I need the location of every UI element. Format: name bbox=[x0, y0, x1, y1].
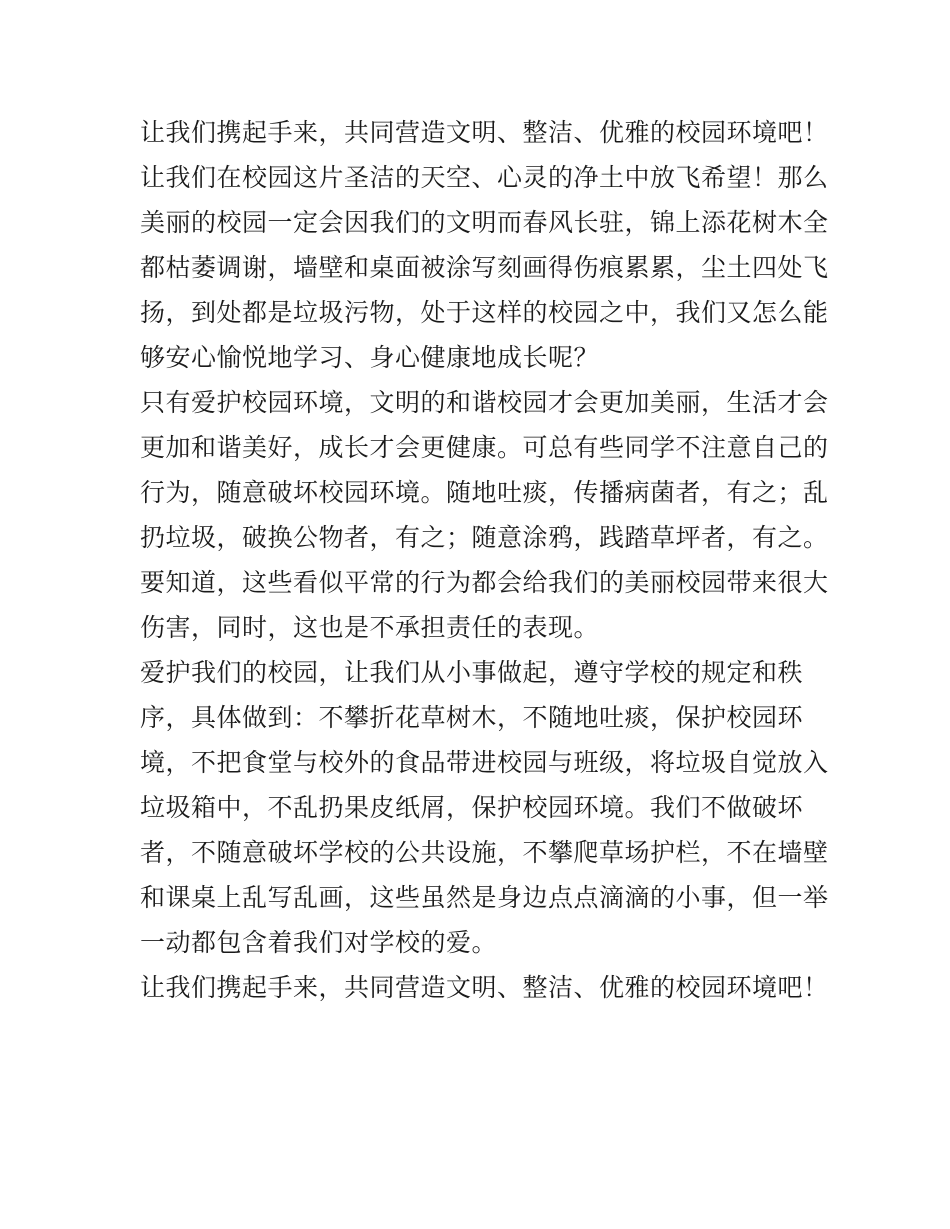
text-line: 让我们携起手来，共同营造文明、整洁、优雅的校园环境吧！ bbox=[140, 118, 829, 147]
text-line: 只有爱护校园环境，文明的和谐校园才会更加美丽，生活才会 bbox=[140, 388, 829, 417]
text-line: 扬，到处都是垃圾污物，处于这样的校园之中，我们又怎么能 bbox=[140, 298, 829, 327]
text-line: 爱护我们的校园，让我们从小事做起，遵守学校的规定和秩 bbox=[140, 658, 804, 687]
text-line: 行为，随意破坏校园环境。随地吐痰，传播病菌者，有之；乱 bbox=[140, 478, 829, 507]
text-line: 让我们携起手来，共同营造文明、整洁、优雅的校园环境吧！ bbox=[140, 973, 829, 1002]
text-line: 都枯萎调谢，墙壁和桌面被涂写刻画得伤痕累累，尘土四处飞 bbox=[140, 253, 829, 282]
text-line: 境，不把食堂与校外的食品带进校园与班级，将垃圾自觉放入 bbox=[140, 748, 829, 777]
text-line: 扔垃圾，破换公物者，有之；随意涂鸦，践踏草坪者，有之。 bbox=[140, 523, 829, 552]
text-line: 更加和谐美好，成长才会更健康。可总有些同学不注意自己的 bbox=[140, 433, 829, 462]
text-line: 垃圾箱中，不乱扔果皮纸屑，保护校园环境。我们不做破坏 bbox=[140, 793, 804, 822]
text-line: 让我们在校园这片圣洁的天空、心灵的净土中放飞希望！那么 bbox=[140, 163, 829, 192]
text-line: 和课桌上乱写乱画，这些虽然是身边点点滴滴的小事，但一举 bbox=[140, 883, 829, 912]
text-line: 伤害，同时，这也是不承担责任的表现。 bbox=[140, 613, 600, 642]
text-line: 够安心愉悦地学习、身心健康地成长呢？ bbox=[140, 343, 600, 372]
text-line: 序，具体做到：不攀折花草树木，不随地吐痰，保护校园环 bbox=[140, 703, 804, 732]
text-line: 美丽的校园一定会因我们的文明而春风长驻，锦上添花树木全 bbox=[140, 208, 829, 237]
text-line: 要知道，这些看似平常的行为都会给我们的美丽校园带来很大 bbox=[140, 568, 829, 597]
text-line: 一动都包含着我们对学校的爱。 bbox=[140, 928, 498, 957]
document-body bbox=[140, 110, 829, 1010]
text-line: 者，不随意破坏学校的公共设施，不攀爬草场护栏，不在墙壁 bbox=[140, 838, 829, 867]
